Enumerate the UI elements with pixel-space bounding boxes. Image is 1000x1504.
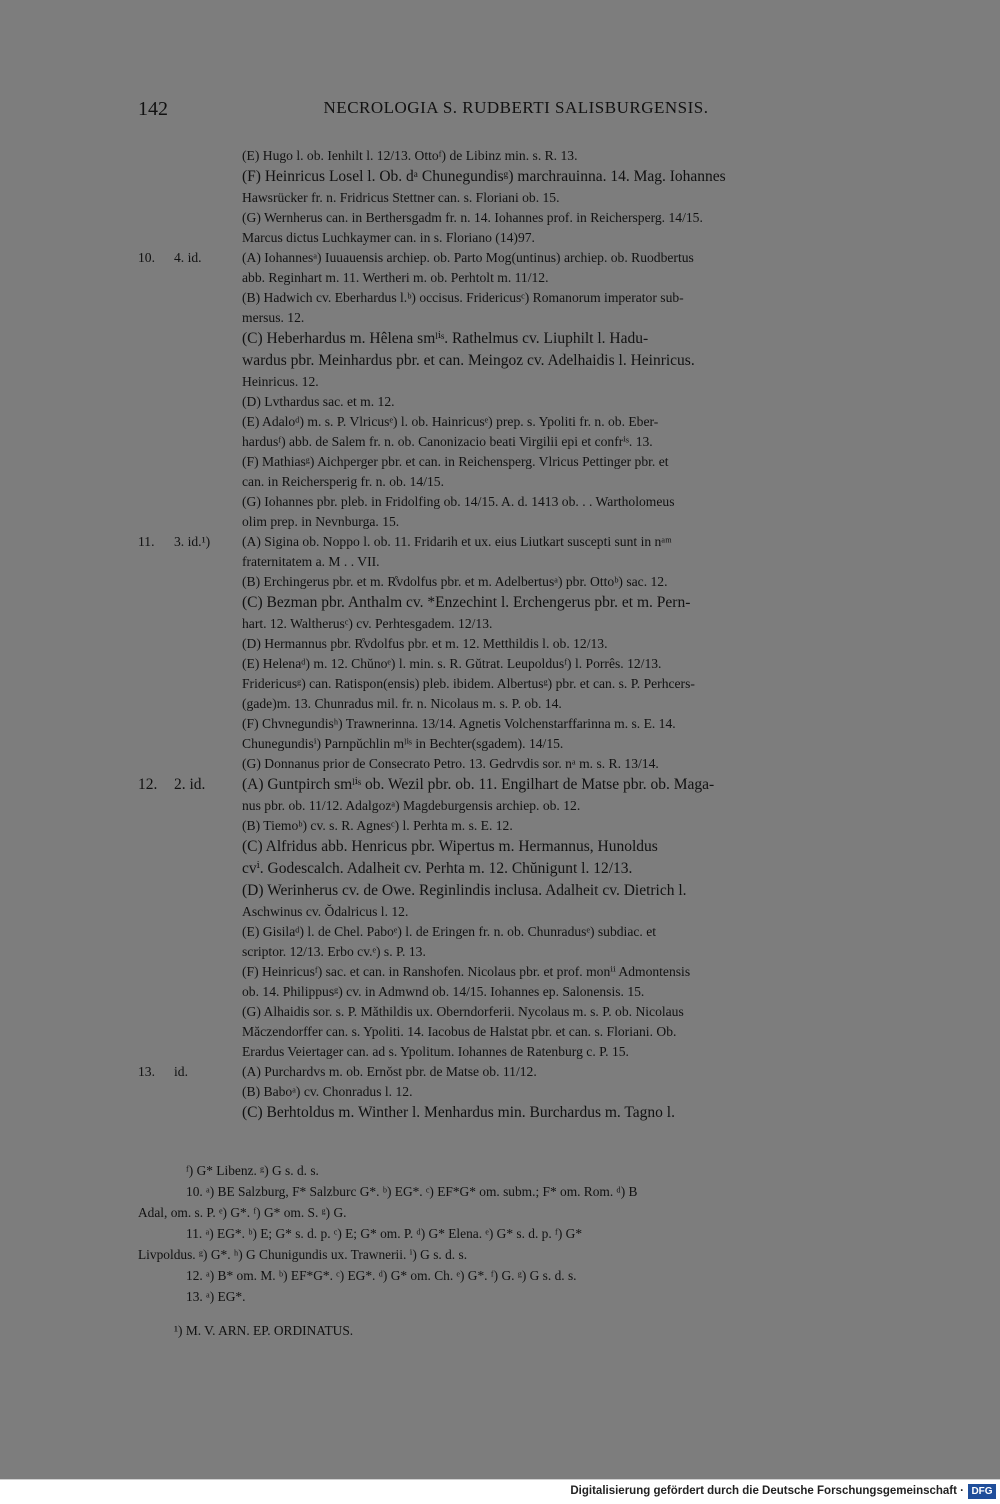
text-line (138, 452, 896, 472)
reference-note: ¹) M. V. ARN. EP. ORDINATUS. (174, 1323, 354, 1338)
text-line (138, 962, 896, 982)
entry-text: hardusᶠ) abb. de Salem fr. n. ob. Canonizacio beati Virgilii epi et confrⁱˢ. 13. (242, 434, 653, 449)
entry-text: nus pbr. ob. 11/12. Adalgozᵃ) Magdeburgensis archiep. ob. 12. (242, 798, 581, 813)
day-number: 12. (138, 776, 158, 793)
entry-text: Aschwinus cv. Ŏdalricus l. 12. (242, 904, 409, 919)
text-line (138, 288, 896, 308)
entry-text: (A) Purchardvs m. ob. Ernŏst pbr. de Matse ob. 11/12. (242, 1064, 537, 1079)
day-number: 13. (138, 1064, 155, 1079)
digitization-footer (0, 1479, 1000, 1504)
text-line (138, 308, 896, 328)
running-title: NECROLOGIA S. RUDBERTI SALISBURGENSIS. (323, 98, 709, 117)
text-line (138, 902, 896, 922)
text-line (138, 942, 896, 962)
entry-text: (E) Gisilaᵈ) l. de Chel. Paboᵉ) l. de Eringen fr. n. ob. Chunradusᵉ) subdiac. et (242, 924, 657, 939)
text-line (138, 248, 896, 268)
entry-text: (B) Hadwich cv. Eberhardus l.ᵇ) occisus. Fridericusᶜ) Romanorum imperator sub- (242, 290, 684, 305)
entry-text: abb. Reginhart m. 11. Wertheri m. ob. Perhtolt m. 11/12. (242, 270, 549, 285)
entry-text: scriptor. 12/13. Erbo cv.ᵉ) s. P. 13. (242, 944, 426, 959)
entry-text: (E) Helenaᵈ) m. 12. Chŭnoᵉ) l. min. s. R. Gŭtrat. Leupoldusᶠ) l. Porrês. 12/13. (242, 656, 662, 671)
entry-text: (C) Alfridus abb. Henricus pbr. Wipertus m. Hermannus, Hunoldus (242, 838, 658, 855)
text-line (138, 572, 896, 592)
entry-text: can. in Reichersperig fr. n. ob. 14/15. (242, 474, 444, 489)
text-line (138, 412, 896, 432)
text-line (138, 734, 896, 754)
text-line (138, 166, 896, 188)
entry-text: cvⁱ. Godescalch. Adalheit cv. Perhta m. 12. Chŭnigunt l. 12/13. (242, 860, 633, 877)
text-line (138, 208, 896, 228)
day-number: 11. (138, 534, 155, 549)
text-line (138, 796, 896, 816)
footnote-line: 13. ᵃ) EG*. (186, 1289, 246, 1304)
text-line (138, 392, 896, 412)
text-line (138, 858, 896, 880)
entry-text: (F) Chvnegundisʰ) Trawnerinna. 13/14. Agnetis Volchenstarffarinna m. s. E. 14. (242, 716, 676, 731)
entry-text: Măczendorffer can. s. Ypoliti. 14. Iacobus de Halstat pbr. et can. s. Floriani. Ob. (242, 1024, 677, 1039)
text-line (138, 228, 896, 248)
footnote-line: 10. ᵃ) BE Salzburg, F* Salzburc G*. ᵇ) EG*. ᶜ) EF*G* om. subm.; F* om. Rom. ᵈ) B (186, 1184, 638, 1199)
entry-text: (G) Wernherus can. in Berthersgadm fr. n. 14. Iohannes prof. in Reichersperg. 14/15. (242, 210, 703, 225)
entry-text: (E) Adaloᵈ) m. s. P. Vlricusᵉ) l. ob. Hainricusᵉ) prep. s. Ypoliti fr. n. ob. Eber- (242, 414, 659, 429)
entry-text: wardus pbr. Meinhardus pbr. et can. Meingoz cv. Adelhaidis l. Heinricus. (242, 352, 695, 369)
footnote-line: 12. ᵃ) B* om. M. ᵇ) EF*G*. ᶜ) EG*. ᵈ) G* om. Ch. ᵉ) G*. ᶠ) G. ᵍ) G s. d. s. (186, 1268, 577, 1283)
entry-text: ob. 14. Philippusᵍ) cv. in Admwnd ob. 14/15. Iohannes ep. Salonensis. 15. (242, 984, 645, 999)
footnote-line: Adal, om. s. P. ᵉ) G*. ᶠ) G* om. S. ᵍ) G. (138, 1205, 347, 1220)
text-line (138, 694, 896, 714)
entry-text: (gade)m. 13. Chunradus mil. fr. n. Nicolaus m. s. P. ob. 14. (242, 696, 562, 711)
entry-text: Hawsrücker fr. n. Fridricus Stettner can. s. Floriani ob. 15. (242, 190, 560, 205)
text-line (138, 982, 896, 1002)
entry-text: fraternitatem a. M . . VII. (242, 554, 380, 569)
text-line (138, 1102, 896, 1124)
entry-text: Heinricus. 12. (242, 374, 319, 389)
day-number: 10. (138, 250, 155, 265)
text-line (138, 654, 896, 674)
entry-text: (F) Heinricus Losel l. Ob. dᵃ Chunegundisᵍ) marchrauinna. 14. Mag. Iohannes (242, 168, 726, 185)
entry-text: (B) Tiemoᵇ) cv. s. R. Agnesᶜ) l. Perhta m. s. E. 12. (242, 818, 513, 833)
text-line (138, 188, 896, 208)
entry-text: (G) Iohannes pbr. pleb. in Fridolfing ob. 14/15. A. d. 1413 ob. . . Wartholomeus (242, 494, 675, 509)
text-line (138, 1022, 896, 1042)
text-line (138, 552, 896, 572)
text-line (138, 634, 896, 654)
text-line (138, 328, 896, 350)
entry-text: (F) Mathiasᵍ) Aichperger pbr. et can. in Reichensperg. Vlricus Pettinger pbr. et (242, 454, 669, 469)
footnote-line: 11. ᵃ) EG*. ᵇ) E; G* s. d. p. ᶜ) E; G* om. P. ᵈ) G* Elena. ᵉ) G* s. d. p. ᶠ) G* (186, 1226, 583, 1241)
page-header (138, 98, 894, 128)
text-line (138, 146, 896, 166)
text-line (138, 1062, 896, 1082)
text-line (138, 512, 896, 532)
entry-text: (D) Hermannus pbr. R̊vdolfus pbr. et m. 12. Metthildis l. ob. 12/13. (242, 636, 608, 651)
roman-date: 3. id.¹) (174, 534, 211, 549)
entry-text: Erardus Veiertager can. ad s. Ypolitum. Iohannes de Ratenburg c. P. 15. (242, 1044, 629, 1059)
text-line (138, 754, 896, 774)
entry-text: (A) Sigina ob. Noppo l. ob. 11. Fridarih et ux. eius Liutkart suscepti sunt in nᵃᵐ (242, 534, 672, 549)
text-line (138, 432, 896, 452)
text-line (138, 472, 896, 492)
text-line (138, 1082, 896, 1102)
text-line (138, 350, 896, 372)
text-line (138, 372, 896, 392)
roman-date: 4. id. (174, 250, 202, 265)
footnote-line: ᶠ) G* Libenz. ᵍ) G s. d. s. (186, 1163, 319, 1178)
entry-text: (D) Werinherus cv. de Owe. Reginlindis inclusa. Adalheit cv. Dietrich l. (242, 882, 687, 899)
entry-text: Chunegundisⁱ) Parnpŭchlin mˡⁱˢ in Bechter(sgadem). 14/15. (242, 736, 564, 751)
necrology-entries (138, 146, 896, 1124)
text-line (138, 532, 896, 552)
text-line (138, 774, 896, 796)
entry-text: Fridericusᵍ) can. Ratispon(ensis) pleb. ibidem. Albertusᵍ) pbr. et can. s. P. Perhcers- (242, 676, 695, 691)
text-line (138, 922, 896, 942)
entry-text: (C) Heberhardus m. Hêlena smˡⁱˢ. Rathelmus cv. Liuphilt l. Hadu- (242, 330, 649, 347)
page-number: 142 (138, 98, 168, 120)
text-line (138, 268, 896, 288)
footnotes (138, 1160, 896, 1341)
text-line (138, 1042, 896, 1062)
dfg-credit: Digitalisierung gefördert durch die Deutsche Forschungsgemeinschaft · (570, 1485, 964, 1497)
text-line (138, 492, 896, 512)
entry-text: (C) Bezman pbr. Anthalm cv. *Enzechint l. Erchengerus pbr. et m. Pern- (242, 594, 691, 611)
entry-text: (A) Guntpirch smˡⁱˢ ob. Wezil pbr. ob. 11. Engilhart de Matse pbr. ob. Maga- (242, 776, 715, 793)
text-line (138, 1002, 896, 1022)
entry-text: hart. 12. Waltherusᶜ) cv. Perhtesgadem. 12/13. (242, 616, 493, 631)
text-line (138, 836, 896, 858)
entry-text: (F) Heinricusᶠ) sac. et can. in Ranshofen. Nicolaus pbr. et prof. monⁱⁱ Admontensis (242, 964, 691, 979)
entry-text: mersus. 12. (242, 310, 305, 325)
text-line (138, 592, 896, 614)
footnote-line: Livpoldus. ᵍ) G*. ʰ) G Chunigundis ux. Trawnerii. ⁱ) G s. d. s. (138, 1247, 468, 1262)
entry-text: (G) Donnanus prior de Consecrato Petro. 13. Gedrvdis sor. nᵃ m. s. R. 13/14. (242, 756, 659, 771)
text-line (138, 880, 896, 902)
entry-text: (G) Alhaidis sor. s. P. Măthildis ux. Oberndorferii. Nycolaus m. s. P. ob. Nicolaus (242, 1004, 684, 1019)
entry-text: (B) Erchingerus pbr. et m. R̊vdolfus pbr. et m. Adelbertusᵃ) pbr. Ottoᵇ) sac. 12. (242, 574, 668, 589)
entry-text: (D) Lvthardus sac. et m. 12. (242, 394, 395, 409)
text-line (138, 614, 896, 634)
text-line (138, 816, 896, 836)
entry-text: (B) Baboᵃ) cv. Chonradus l. 12. (242, 1084, 413, 1099)
entry-text: olim prep. in Nevnburga. 15. (242, 514, 400, 529)
entry-text: (E) Hugo l. ob. Ienhilt l. 12/13. Ottoᶠ) de Libinz min. s. R. 13. (242, 148, 578, 163)
dfg-logo-icon: DFG (968, 1484, 996, 1499)
roman-date: id. (174, 1064, 188, 1079)
entry-text: (C) Berhtoldus m. Winther l. Menhardus min. Burchardus m. Tagno l. (242, 1104, 675, 1121)
entry-text: (A) Iohannesᵃ) Iuuauensis archiep. ob. Parto Mog(untinus) archiep. ob. Ruodbertus (242, 250, 694, 265)
text-line (138, 674, 896, 694)
roman-date: 2. id. (174, 776, 206, 793)
entry-text: Marcus dictus Luchkaymer can. in s. Floriano (14)97. (242, 230, 535, 245)
text-line (138, 714, 896, 734)
